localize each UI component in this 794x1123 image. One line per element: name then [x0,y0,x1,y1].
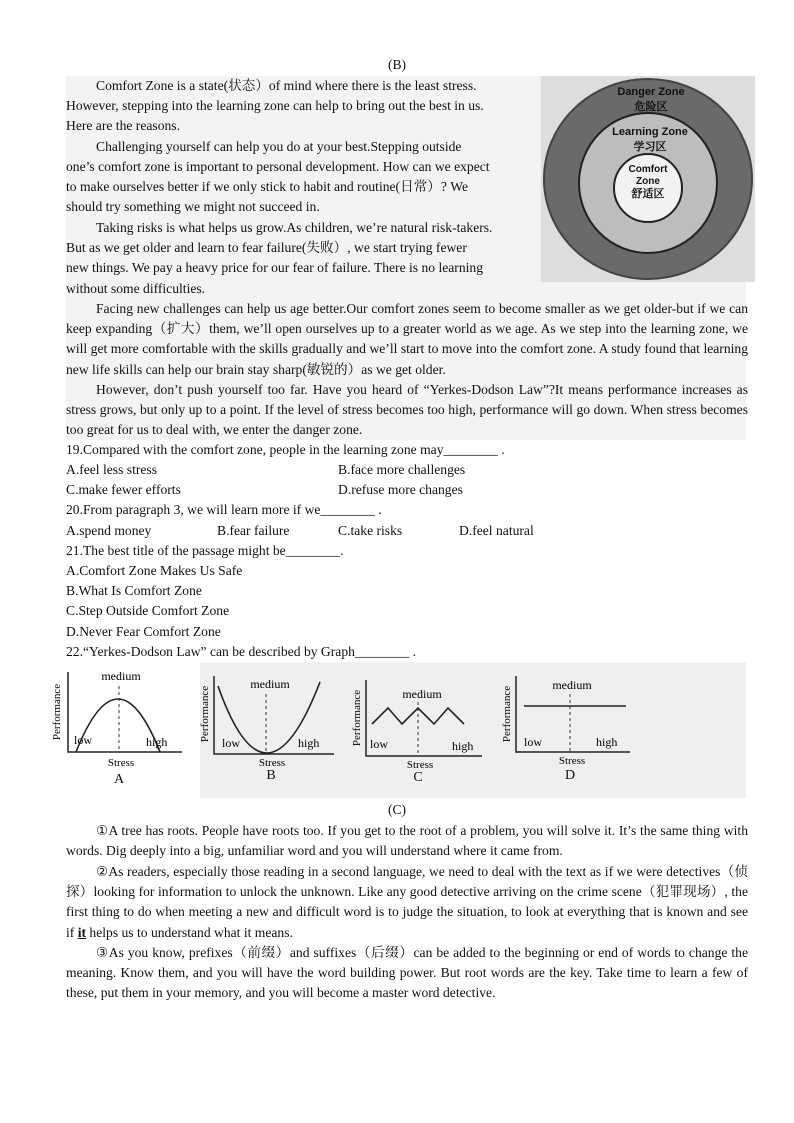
para2-line4: should try something we might not succeed in. [66,199,320,214]
graph-b-low: low [222,736,240,750]
graph-d-medium: medium [552,678,592,692]
graph-b-y-label: Performance [199,685,211,743]
graph-c [348,676,488,772]
graph-a-medium: medium [101,669,141,683]
danger-zone-cn-label: 危险区 [634,101,668,113]
section-c-heading: (C) [387,802,407,817]
graph-c-low: low [370,737,388,751]
learning-zone-label: Learning Zone [612,126,688,138]
section-c-para2 [66,862,748,943]
q21-option-a: A.Comfort Zone Makes Us Safe [66,563,243,578]
comfort-zone-label-2: Zone [636,176,660,187]
para2-line2: one’s comfort zone is important to personal development. How can we expect [66,159,490,174]
q20-option-d: D.feel natural [459,523,534,538]
para1-line2: However, stepping into the learning zone can help to bring out the best in us. [66,98,484,113]
graph-c-medium: medium [402,687,442,701]
q19-option-a: A.feel less stress [66,462,157,477]
graph-d-letter: D [564,768,576,783]
graph-b-letter: B [266,768,276,783]
q20-option-b: B.fear failure [217,523,290,538]
danger-zone-label: Danger Zone [617,86,685,98]
graph-a [48,666,188,770]
para3-line3: new things. We pay a heavy price for our fear of failure. There is no learning [66,260,484,275]
graph-a-high: high [146,735,168,749]
graph-b-medium: medium [250,677,290,691]
para1-line1: Comfort Zone is a state(状态）of mind where there is the least stress. [96,78,477,93]
graph-d [496,672,636,770]
learning-zone-cn-label: 学习区 [633,141,667,153]
para4: Facing new challenges can help us age better.Our comfort zones seem to become smaller as we get older-but if we can keep expanding（扩大）them, we’ll open ourselves up to a greater world as we age. As we step into the learning zone, we will get more comfortable with the skills gradually and we’ll start to move into the comfort zone. A study found that learning new life skills can help our brain stay sharp(敏锐的）as we get older. [66,301,748,377]
question-22: 22.“Yerkes-Dodson Law” can be described by Graph________ . [66,644,417,659]
q20-option-a: A.spend money [66,523,152,538]
q21-option-b: B.What Is Comfort Zone [66,583,202,598]
q19-option-d: D.refuse more changes [338,482,463,497]
underlined-it: it [77,924,87,940]
graph-a-y-label: Performance [51,683,63,741]
graph-a-letter: A [113,772,125,787]
comfort-zone-cn-label: 舒适区 [631,188,665,200]
graph-c-y-label: Performance [351,689,363,747]
para3-line4: without some difficulties. [66,281,206,296]
para3-line1: Taking risks is what helps us grow.As children, we’re natural risk-takers. [96,220,493,235]
section-c-para3: ③As you know, prefixes（前缀）and suffixes（后缀）can be added to the beginning or end of words to change the meaning. Know them, and you will have the word building power. But root words are the key. Take time to learn a few of these, put them in your memory, and you will become a master word detective. [66,945,748,1001]
graph-d-high: high [596,735,618,749]
graph-c-letter: C [413,770,423,785]
question-19: 19.Compared with the comfort zone, people in the learning zone may________ . [66,442,505,457]
graph-d-x-label: Stress [558,755,586,767]
section-c-para2-text: ②As readers, especially those reading in a second language, we need to deal with the text as if we were detectives（侦探）looking for information to unlock the unknown. Like any good detective arriving on the crime scene（犯罪现场）, the first thing to do when meeting a new and difficult word is to judge the situation, to look at everything that is known and see if [66,864,748,940]
para3-line2: But as we get older and learn to fear failure(失败）, we start trying fewer [66,240,467,255]
section-c-para2-end: helps us to understand what it means. [86,924,293,940]
para2-line1: Challenging yourself can help you do at your best.Stepping outside [96,139,462,154]
para5: However, don’t push yourself too far. Have you heard of “Yerkes-Dodson Law”?It means performance increases as stress grows, but only up to a point. If the level of stress becomes too high, performance will go down. When stress becomes too great for us to deal with, we enter the danger zone. [66,382,748,438]
section-c-para1: ①A tree has roots. People have roots too. If you get to the root of a problem, you will solve it. It’s the same thing with words. Dig deeply into a big, unfamiliar word and you will understand where it came from. [66,823,748,859]
comfort-zone-diagram [541,76,755,282]
graph-a-x-label: Stress [107,757,135,769]
graph-b-x-label: Stress [258,757,286,769]
graph-d-low: low [524,735,542,749]
graph-a-low: low [74,733,92,747]
para2-line3: to make ourselves better if we only stick to habit and routine(日常）? We [66,179,469,194]
section-b-heading: (B) [387,57,407,72]
q21-option-c: C.Step Outside Comfort Zone [66,603,230,618]
question-20: 20.From paragraph 3, we will learn more if we________ . [66,502,382,517]
para1-line3: Here are the reasons. [66,118,180,133]
graph-d-y-label: Performance [501,685,513,743]
graph-b-high: high [298,736,320,750]
q19-option-c: C.make fewer efforts [66,482,181,497]
q21-option-d: D.Never Fear Comfort Zone [66,624,221,639]
graph-c-high: high [452,739,474,753]
comfort-zone-label-1: Comfort [628,164,668,175]
q19-option-b: B.face more challenges [338,462,466,477]
q20-option-c: C.take risks [338,523,403,538]
graph-c-x-label: Stress [406,759,434,771]
graph-b [196,672,340,770]
question-21: 21.The best title of the passage might be________. [66,543,344,558]
